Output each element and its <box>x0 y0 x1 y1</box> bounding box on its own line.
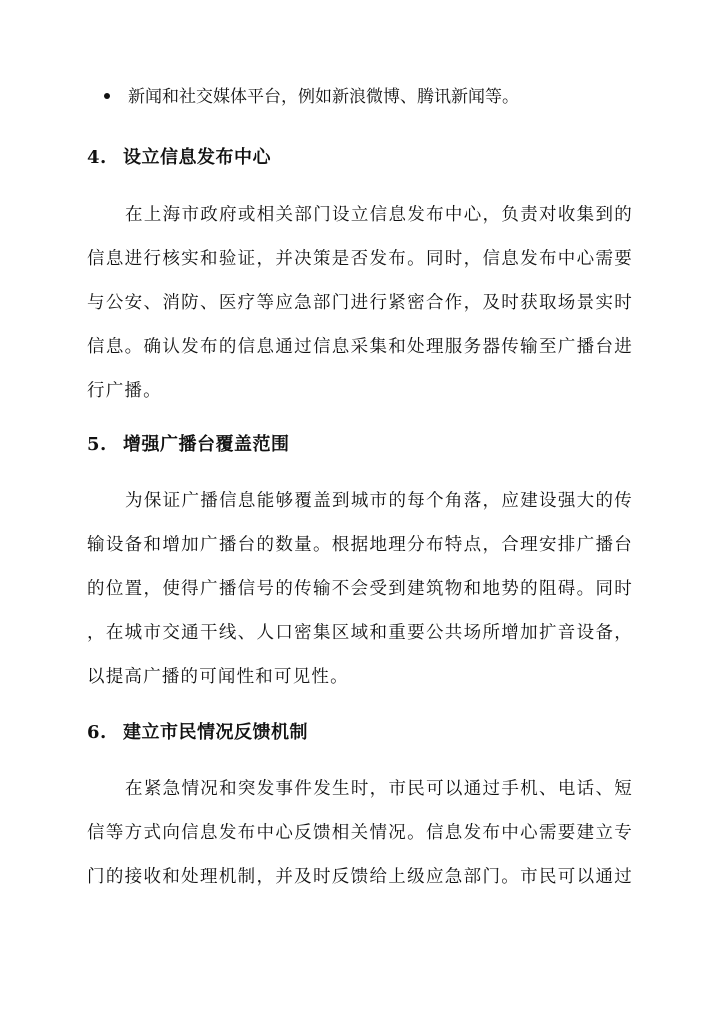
paragraph-line: 信息进行核实和验证，并决策是否发布。同时，信息发布中心需要 <box>87 249 633 269</box>
section-number: 4. <box>87 147 107 168</box>
paragraph-line: 在紧急情况和突发事件发生时，市民可以通过手机、电话、短 <box>125 779 633 799</box>
paragraph-line: 以提高广播的可闻性和可见性。 <box>87 667 349 687</box>
paragraph-line: 的位置，使得广播信号的传输不会受到建筑物和地势的阻碍。同时 <box>87 579 633 599</box>
paragraph-line: 信等方式向信息发布中心反馈相关情况。信息发布中心需要建立专 <box>87 823 633 843</box>
paragraph-line: 行广播。 <box>87 381 162 401</box>
paragraph-line: 与公安、消防、医疗等应急部门进行紧密合作，及时获取场景实时 <box>87 293 633 313</box>
section-title: 增强广播台覆盖范围 <box>123 434 290 455</box>
section-heading-6 <box>87 721 308 745</box>
section-paragraph-6 <box>87 767 633 899</box>
section-heading-4 <box>87 146 271 170</box>
paragraph-line: 输设备和增加广播台的数量。根据地理分布特点，合理安排广播台 <box>87 535 633 555</box>
bullet-text: 新闻和社交媒体平台，例如新浪微博、腾讯新闻等。 <box>128 87 519 107</box>
paragraph-line: ，在城市交通干线、人口密集区域和重要公共场所增加扩音设备， <box>87 623 633 643</box>
paragraph-line: 门的接收和处理机制，并及时反馈给上级应急部门。市民可以通过 <box>87 867 633 887</box>
section-paragraph-4 <box>87 193 633 413</box>
section-heading-5 <box>87 433 290 457</box>
paragraph-line: 为保证广播信息能够覆盖到城市的每个角落，应建设强大的传 <box>125 491 633 511</box>
paragraph-line: 在上海市政府或相关部门设立信息发布中心，负责对收集到的 <box>125 205 633 225</box>
section-title: 设立信息发布中心 <box>123 147 271 168</box>
section-number: 6. <box>87 722 107 743</box>
section-paragraph-5 <box>87 479 633 699</box>
bullet-item <box>104 85 519 109</box>
section-title: 建立市民情况反馈机制 <box>123 722 308 743</box>
section-number: 5. <box>87 434 107 455</box>
bullet-dot-icon <box>104 93 110 99</box>
paragraph-line: 信息。确认发布的信息通过信息采集和处理服务器传输至广播台进 <box>87 337 633 357</box>
